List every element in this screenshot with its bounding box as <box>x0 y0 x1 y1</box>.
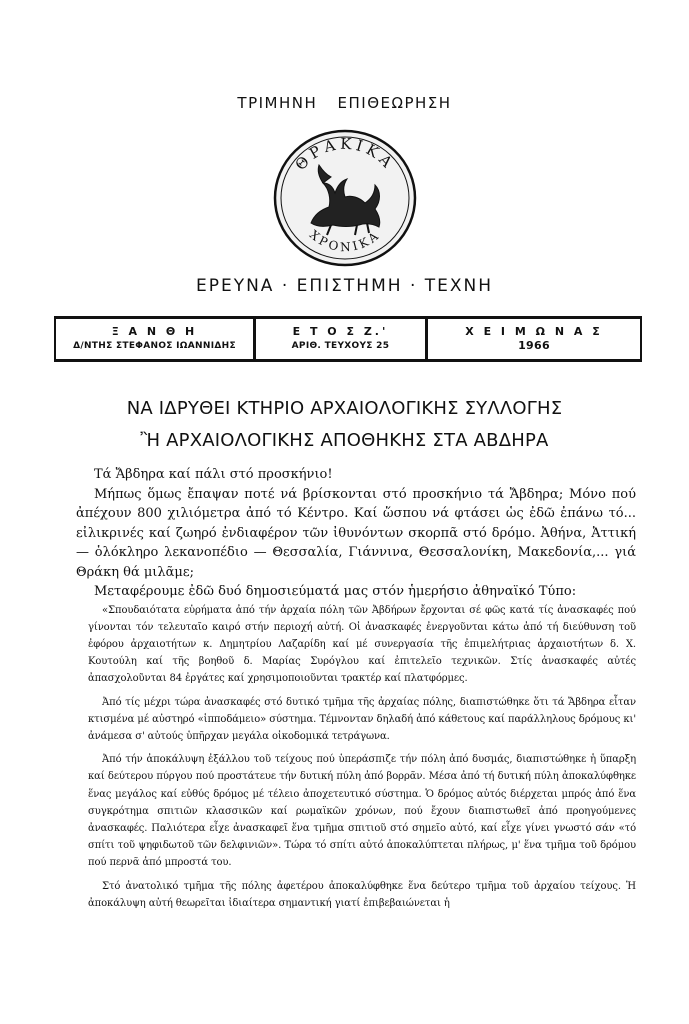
quote-paragraph-2: Ἀπό τίς μέχρι τώρα ἀνασκαφές στό δυτικό τμῆμα τῆς ἀρχαίας πόλης, διαπιστώθηκε ὅτι τά Ἄβδηρα εἶταν κτισμένα μέ αὐστηρό «ἱπποδάμειο» σύστημα. Τέμνονταν δηλαδή ἀπό κάθετους καί παράλληλους δρόμους κι' ἀνάμεσα σ' αὐτούς ὑπῆρχαν μεγάλα οἰκοδομικά τετράγωνα. <box>88 696 636 742</box>
motto: ΕΡΕΥΝΑ · ΕΠΙΣΤΗΜΗ · ΤΕΧΝΗ <box>195 276 494 296</box>
director: Δ/ΝΤΗΣ ΣΤΕΦΑΝΟΣ ΙΩΑΝΝΙΔΗΣ <box>73 341 236 351</box>
info-cell-city <box>56 319 256 359</box>
season: Χ Ε Ι Μ Ω Ν Α Σ <box>465 325 603 338</box>
info-cell-year <box>256 319 428 359</box>
paragraph-1: Τά Ἄβδηρα καί πάλι στό προσκήνιο! <box>94 467 333 482</box>
headline-line-1: ΝΑ ΙΔΡΥΘΕΙ ΚΤΗΡΙΟ ΑΡΧΑΙΟΛΟΓΙΚΗΣ ΣΥΛΛΟΓΗΣ <box>126 398 563 419</box>
year: Ε Τ Ο Σ Ζ.' <box>292 325 389 338</box>
article-body <box>76 465 636 912</box>
quote-paragraph-1: «Σπουδαιότατα εὑρήματα ἀπό τήν ἀρχαία πόλη τῶν Ἀβδήρων ἔρχονται σέ φῶς κατά τίς ἀνασκαφές πού γίνονται τόν τελευταῖο καιρό στήν περιοχή αὐτή. Οἱ ἀνασκαφές ἐνεργοῦνται κάτω ἀπό τή διεύθυνση τοῦ ἐφόρου ἀρχαιοτήτων κ. Δημητρίου Λαζαρίδη καί μέ συνεργασία τῆς ἐπιμελήτριας ἀρχαιοτήτων δ. Χ. Κουτούλη καί τῆς βοηθοῦ δ. Μαρίας Συρόγλου καί ἐπιτελεῖο τεχνικῶν. Στίς ἀνασκαφές αὐτές ἀπασχολοῦνται 84 ἐργάτες καί χρησιμοποιοῦνται τρακτέρ καί πλατφόρμες. <box>88 604 636 685</box>
paragraph-2: Μήπως ὅμως ἔπαψαν ποτέ νά βρίσκονται στό προσκήνιο τά Ἄβδηρα; Μόνο πού ἀπέχουν 800 χιλιόμετρα ἀπό τό Κέντρο. Καί ὥσπου νά φτάσει ὡς ἐδῶ ἐπάνω τό... εἰλικρινές καί ζωηρό ἐνδιαφέρον τῶν ἰθυνόντων σκορπᾶ στό δρόμο. Ἀθήνα, Ἀττική — ὁλόκληρο λεκανοπέδιο — Θεσσαλία, Γιάννινα, Θεσσαλονίκη, Μακεδονία,... γιά Θράκη θά μιλᾶμε; <box>76 486 636 580</box>
seal-top-text: ΘΡΑΚΙΚΑ <box>291 134 399 174</box>
issue-info-box <box>54 316 642 362</box>
issue-number: ΑΡΙΘ. ΤΕΥΧΟΥΣ 25 <box>291 341 390 351</box>
quote-paragraph-3: Ἀπό τήν ἀποκάλυψη ἐξάλλου τοῦ τείχους πού ὑπεράσπιζε τήν πόλη ἀπό δυσμάς, διαπιστώθηκε ἡ ὕπαρξη καί δεύτερου πύργου πού προστάτευε τήν δυτική πύλη ἀπό βορρᾶν. Μέσα ἀπό τή δυτική πύλη ἀποκαλύφθηκε ἕνας μεγάλος καί εὐθύς δρόμος μέ τέλειο ἀποχετευτικό σύστημα. Ὁ δρόμος αὐτός διέρχεται μπρός ἀπό ἕνα συγκρότημα σπιτιῶν κλασσικῶν καί ρωμαϊκῶν χρόνων, πού ἔχουν διαπιστωθεῖ ἀπό προηγούμενες ἀνασκαφές. Παλιότερα εἶχε ἀνασκαφεῖ ἕνα τμῆμα σπιτιοῦ στό σημεῖο αὐτό, καί εἶχε γίνει γνωστό σάν «τό σπίτι τοῦ ψηφιδωτοῦ τῶν δελφινιῶν». Τώρα τό σπίτι αὐτό ἀποκαλύπτεται πλήρως, μ' ἕνα τμῆμα τοῦ δρόμου πού περνᾶ ἀπό μπροστά του. <box>88 754 636 869</box>
headline-line-2: Ἢ ΑΡΧΑΙΟΛΟΓΙΚΗΣ ΑΠΟΘΗΚΗΣ ΣΤΑ ΑΒΔΗΡΑ <box>140 430 549 451</box>
quote-paragraph-4: Στό ἀνατολικό τμῆμα τῆς πόλης ἀφετέρου ἀποκαλύφθηκε ἕνα δεύτερο τμῆμα τοῦ ἀρχαίου τείχους. Ἡ ἀποκάλυψη αὐτή θεωρεῖται ἰδιαίτερα σημαντική γιατί ἐπιβεβαιώνεται ἡ <box>88 880 636 909</box>
info-cell-season <box>428 319 640 359</box>
paragraph-3: Μεταφέρουμε ἐδῶ δυό δημοσιεύματά μας στόν ἡμερήσιο ἀθηναϊκό Τύπο: <box>94 584 577 599</box>
seal-bottom-text: ΧΡΟΝΙΚΑ <box>306 227 384 255</box>
journal-title: ΤΡΙΜΗΝΗ ΕΠΙΘΕΩΡΗΣΗ <box>237 94 452 112</box>
thrakika-chronika-seal <box>271 127 419 269</box>
issue-date: 1966 <box>518 339 550 352</box>
city: Ξ Α Ν Θ Η <box>111 325 198 338</box>
